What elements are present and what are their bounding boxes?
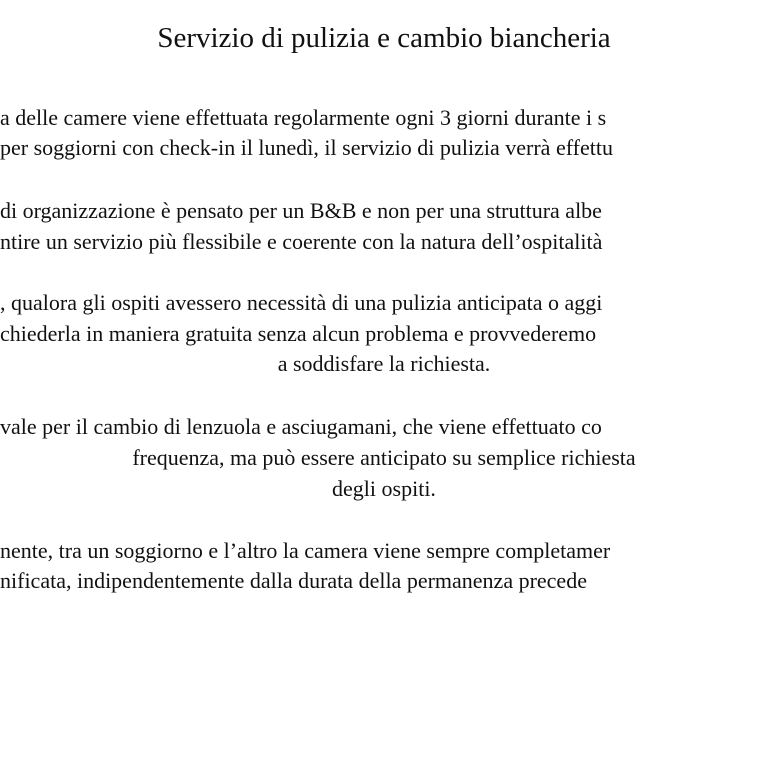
paragraph-2-line-1: di organizzazione è pensato per un B&B e non per una struttura albe xyxy=(0,198,602,223)
paragraph-1-line-2: per soggiorni con check-in il lunedì, il servizio di pulizia verrà effettu xyxy=(0,135,613,160)
paragraph-2-line-2: ntire un servizio più flessibile e coerente con la natura dell’ospitalità xyxy=(0,229,603,254)
paragraph-4-line-2: frequenza, ma può essere anticipato su semplice richiesta xyxy=(132,445,636,470)
paragraph-5-line-2: nificata, indipendentemente dalla durata della permanenza precede xyxy=(0,568,587,593)
paragraph-4-line-3: degli ospiti. xyxy=(332,476,436,501)
paragraph-1-line-1: a delle camere viene effettuata regolarmente ogni 3 giorni durante i s xyxy=(0,105,607,130)
paragraph-3-line-3: a soddisfare la richiesta. xyxy=(277,351,491,376)
paragraph-3-line-2: chiederla in maniera gratuita senza alcun problema e provvederemo xyxy=(0,321,597,346)
paragraph-4-line-1: vale per il cambio di lenzuola e asciugamani, che viene effettuato co xyxy=(0,414,602,439)
paragraph-5-line-1: nente, tra un soggiorno e l’altro la camera viene sempre completamer xyxy=(0,538,611,563)
paragraph-3-line-1: , qualora gli ospiti avessero necessità di una pulizia anticipata o aggi xyxy=(0,290,603,315)
document-title: Servizio di pulizia e cambio biancheria xyxy=(157,22,611,54)
